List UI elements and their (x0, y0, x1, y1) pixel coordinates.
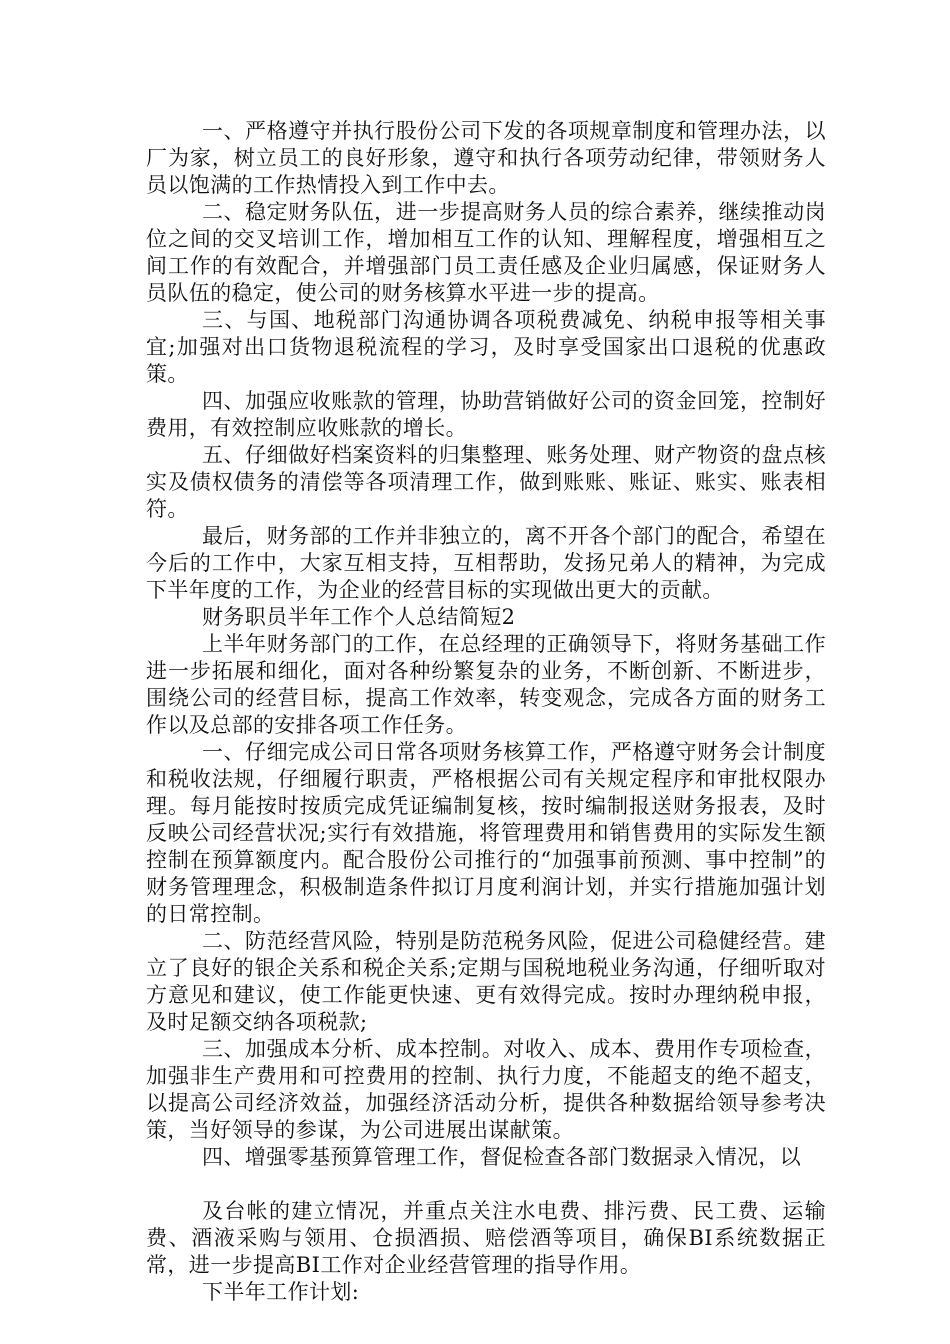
paragraph-item-3b: 三、加强成本分析、成本控制。对收入、成本、费用作专项检查，加强非生产费用和可控费用的控制、执行力度，不能超支的绝不超支，以提高公司经济效益，加强经济活动分析，提供各种数据给领导参考决策，当好领导的参谋，为公司进展出谋献策。 (146, 1037, 826, 1142)
paragraph-item-2: 二、稳定财务队伍，进一步提高财务人员的综合素养，继续推动岗位之间的交叉培训工作，增加相互工作的认知、理解程度，增强相互之间工作的有效配合，并增强部门员工责任感及企业归属感，保证财务人员队伍的稳定，使公司的财务核算水平进一步的提高。 (146, 200, 826, 305)
paragraph-item-2b: 二、防范经营风险，特别是防范税务风险，促进公司稳健经营。建立了良好的银企关系和税企关系;定期与国税地税业务沟通，仔细听取对方意见和建议，使工作能更快速、更有效得完成。按时办理纳税申报，及时足额交纳各项税款; (146, 929, 826, 1034)
section-heading: 财务职员半年工作个人总结简短2 (202, 605, 516, 629)
paragraph-item-4b-continued: 及台帐的建立情况，并重点关注水电费、排污费、民工费、运输费、酒液采购与领用、仓损酒损、赔偿酒等项目，确保BI系统数据正常，进一步提高BI工作对企业经营管理的指导作用。 (146, 1199, 826, 1277)
paragraph-item-4: 四、加强应收账款的管理，协助营销做好公司的资金回笼，控制好费用，有效控制应收账款的增长。 (146, 389, 826, 440)
paragraph-item-5: 五、仔细做好档案资料的归集整理、账务处理、财产物资的盘点核实及债权债务的清偿等各项清理工作，做到账账、账证、账实、账表相符。 (146, 443, 826, 521)
paragraph-item-1: 一、严格遵守并执行股份公司下发的各项规章制度和管理办法，以厂为家，树立员工的良好形象，遵守和执行各项劳动纪律，带领财务人员以饱满的工作热情投入到工作中去。 (146, 119, 826, 197)
paragraph-item-3: 三、与国、地税部门沟通协调各项税费减免、纳税申报等相关事宜;加强对出口货物退税流程的学习，及时享受国家出口退税的优惠政策。 (146, 308, 826, 386)
paragraph-conclusion: 最后，财务部的工作并非独立的，离不开各个部门的配合，希望在今后的工作中，大家互相支持，互相帮助，发扬兄弟人的精神，为完成下半年度的工作，为企业的经营目标的实现做出更大的贡献。 (146, 524, 826, 602)
paragraph-item-1b: 一、仔细完成公司日常各项财务核算工作，严格遵守财务会计制度和税收法规，仔细履行职责，严格根据公司有关规定程序和审批权限办理。每月能按时按质完成凭证编制复核，按时编制报送财务报表，及时反映公司经营状况;实行有效措施，将管理费用和销售费用的实际发生额控制在预算额度内。配合股份公司推行的“加强事前预测、事中控制”的财务管理理念，积极制造条件拟订月度利润计划，并实行措施加强计划的日常控制。 (146, 740, 826, 926)
paragraph-item-4b-start: 四、增强零基预算管理工作，督促检查各部门数据录入情况，以 (202, 1145, 802, 1169)
page-break-gap (146, 1171, 826, 1198)
plan-heading: 下半年工作计划: (202, 1280, 360, 1304)
document-body (146, 118, 826, 1306)
paragraph-intro: 上半年财务部门的工作，在总经理的正确领导下，将财务基础工作进一步拓展和细化，面对各种纷繁复杂的业务，不断创新、不断进步，围绕公司的经营目标，提高工作效率，转变观念，完成各方面的财务工作以及总部的安排各项工作任务。 (146, 632, 826, 737)
